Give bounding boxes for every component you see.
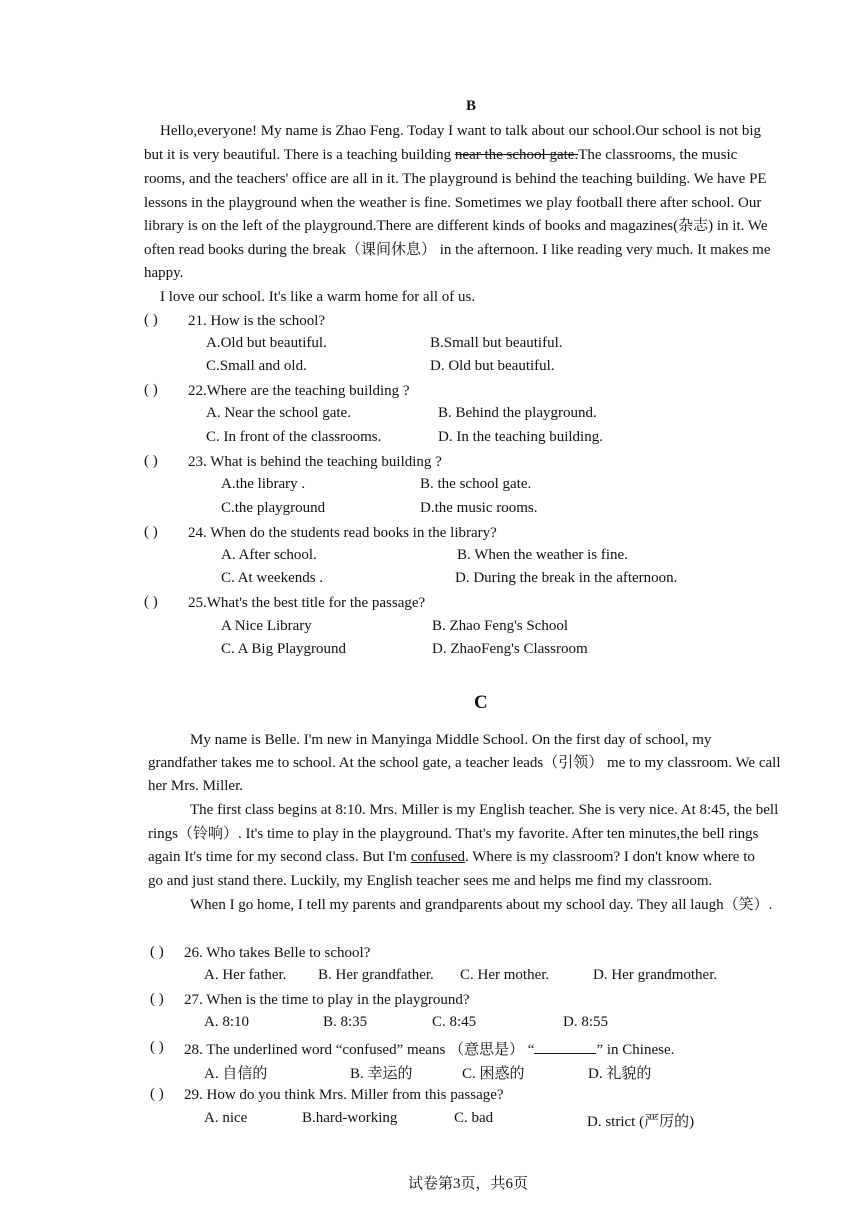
answer-blank[interactable]: ( ) (144, 453, 158, 469)
question-stem: 23. What is behind the teaching building ? (188, 454, 442, 470)
answer-blank[interactable]: ( ) (144, 524, 158, 540)
option-d: D. strict (严厉的) (587, 1114, 695, 1130)
answer-blank[interactable]: ( ) (150, 944, 164, 960)
passage-b-line: rooms, and the teachers' office are all in it. The playground is behind the teaching building. We have PE (144, 171, 767, 187)
option-b: B. Zhao Feng's School (432, 618, 569, 634)
option-a: A. 8:10 (204, 1014, 249, 1030)
passage-c-line: When I go home, I tell my parents and grandparents about my school day. They all laugh（笑）. (190, 897, 773, 913)
question-stem-text: ” in Chinese. (596, 1042, 675, 1058)
question-stem: 25.What's the best title for the passage? (188, 595, 426, 611)
option-b: B. the school gate. (420, 476, 532, 492)
option-b: B. 8:35 (323, 1014, 368, 1030)
option-d: D. In the teaching building. (438, 429, 603, 445)
option-b: B. When the weather is fine. (457, 547, 628, 563)
section-c-heading: C (474, 692, 488, 713)
question-stem: 26. Who takes Belle to school? (184, 945, 371, 961)
passage-c-line: go and just stand there. Luckily, my English teacher sees me and helps me find my classroom. (148, 873, 713, 889)
question-stem: 27. When is the time to play in the playground? (184, 992, 470, 1008)
option-c: C.the playground (221, 500, 326, 516)
passage-b-line: I love our school. It's like a warm home for all of us. (160, 289, 476, 305)
answer-blank[interactable]: ( ) (150, 1039, 164, 1055)
option-b: B. Her grandfather. (318, 967, 434, 983)
option-d: D. Old but beautiful. (430, 358, 555, 374)
option-a: A. Near the school gate. (206, 405, 351, 421)
answer-blank[interactable]: ( ) (144, 594, 158, 610)
passage-c-line: grandfather takes me to school. At the school gate, a teacher leads（引领） me to my classroom. We call (148, 755, 781, 771)
passage-b-text: The classrooms, the music (578, 147, 738, 163)
option-c: C. 8:45 (432, 1014, 477, 1030)
passage-c-line: The first class begins at 8:10. Mrs. Miller is my English teacher. She is very nice. At 8:45, the bell (190, 802, 779, 818)
option-c: C. A Big Playground (221, 641, 347, 657)
answer-blank[interactable]: ( ) (150, 991, 164, 1007)
question-stem: 29. How do you think Mrs. Miller from this passage? (184, 1087, 504, 1103)
option-a: A. Her father. (204, 967, 287, 983)
question-stem: 22.Where are the teaching building ? (188, 383, 410, 399)
option-d: D. During the break in the afternoon. (455, 570, 678, 586)
option-c: C.Small and old. (206, 358, 307, 374)
option-d: D. 礼貌的 (588, 1066, 652, 1082)
passage-b-line: often read books during the break（课间休息） in the afternoon. I like reading very much. It makes me (144, 242, 771, 258)
page-number-footer: 试卷第3页，共6页 (408, 1176, 529, 1192)
question-stem: 24. When do the students read books in the library? (188, 525, 497, 541)
passage-b-line (144, 146, 737, 164)
option-b: B.hard-working (302, 1110, 398, 1126)
passage-c-text: . Where is my classroom? I don't know where to (465, 849, 755, 865)
answer-blank[interactable]: ( ) (144, 312, 158, 328)
question-stem (184, 1039, 674, 1059)
passage-c-line: her Mrs. Miller. (148, 778, 243, 794)
passage-b-line: happy. (144, 265, 184, 281)
passage-b-line: library is on the left of the playground.There are different kinds of books and magazines(杂志) in it. We (144, 218, 768, 234)
option-c: C. In front of the classrooms. (206, 429, 382, 445)
option-a: A.Old but beautiful. (206, 335, 327, 351)
option-a: A. nice (204, 1110, 248, 1126)
option-a: A. 自信的 (204, 1066, 268, 1082)
passage-c-line: rings（铃响）. It's time to play in the playground. That's my favorite. After ten minutes,the bell rings (148, 826, 759, 842)
option-b: B.Small but beautiful. (430, 335, 563, 351)
passage-c-line (148, 848, 755, 866)
passage-b-line: lessons in the playground when the weather is fine. Sometimes we play football there after school. Our (144, 195, 762, 211)
option-c: C. At weekends . (221, 570, 324, 586)
option-d: D. ZhaoFeng's Classroom (432, 641, 588, 657)
option-c: C. bad (454, 1110, 494, 1126)
struck-out-text: near the school gate. (454, 147, 579, 163)
passage-b-line: Hello,everyone! My name is Zhao Feng. Today I want to talk about our school.Our school is not big (160, 123, 762, 139)
option-a: A Nice Library (221, 618, 312, 634)
option-b: B. Behind the playground. (438, 405, 597, 421)
option-a: A.the library . (221, 476, 306, 492)
question-stem-text: 28. The underlined word “confused” means （意思是） “ (184, 1042, 535, 1058)
option-d: D. Her grandmother. (593, 967, 718, 983)
option-a: A. After school. (221, 547, 317, 563)
option-b: B. 幸运的 (350, 1066, 413, 1082)
passage-b-text: but it is very beautiful. There is a teaching building (144, 147, 452, 163)
option-c: C. 困惑的 (462, 1066, 525, 1082)
section-b-heading: B (466, 98, 477, 114)
fill-in-blank[interactable] (534, 1039, 596, 1054)
passage-c-line: My name is Belle. I'm new in Manyinga Middle School. On the first day of school, my (190, 732, 712, 748)
option-c: C. Her mother. (460, 967, 550, 983)
answer-blank[interactable]: ( ) (150, 1086, 164, 1102)
passage-c-text: again It's time for my second class. But I'm (148, 849, 408, 865)
answer-blank[interactable]: ( ) (144, 382, 158, 398)
option-d: D.the music rooms. (420, 500, 538, 516)
underlined-word-confused: confused (410, 849, 466, 865)
question-stem: 21. How is the school? (188, 313, 326, 329)
option-d: D. 8:55 (563, 1014, 608, 1030)
